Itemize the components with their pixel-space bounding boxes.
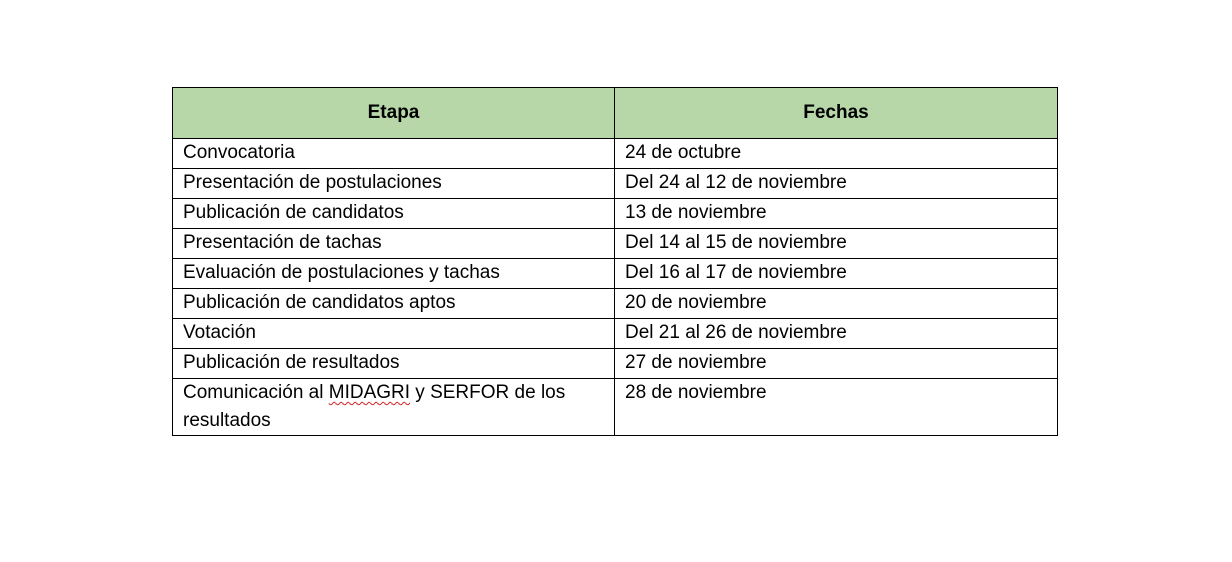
stage-cell bbox=[173, 379, 615, 436]
stage-cell: Presentación de postulaciones bbox=[173, 169, 615, 199]
dates-cell: 13 de noviembre bbox=[615, 199, 1058, 229]
stage-cell: Evaluación de postulaciones y tachas bbox=[173, 259, 615, 289]
header-stage: Etapa bbox=[173, 88, 615, 139]
stage-cell: Publicación de candidatos bbox=[173, 199, 615, 229]
dates-cell: 27 de noviembre bbox=[615, 349, 1058, 379]
table-row bbox=[173, 349, 1058, 379]
dates-cell: 24 de octubre bbox=[615, 139, 1058, 169]
table-header-row bbox=[173, 88, 1058, 139]
stage-text-after: y SERFOR de los resultados bbox=[183, 382, 566, 431]
dates-cell: Del 24 al 12 de noviembre bbox=[615, 169, 1058, 199]
stage-cell: Votación bbox=[173, 319, 615, 349]
table-row bbox=[173, 169, 1058, 199]
header-dates: Fechas bbox=[615, 88, 1058, 139]
stage-cell: Publicación de resultados bbox=[173, 349, 615, 379]
dates-cell: Del 16 al 17 de noviembre bbox=[615, 259, 1058, 289]
table-row bbox=[173, 199, 1058, 229]
table-row bbox=[173, 229, 1058, 259]
schedule-table bbox=[172, 87, 1058, 436]
stage-text-before: Comunicación al bbox=[183, 382, 329, 403]
table-row bbox=[173, 139, 1058, 169]
stage-cell: Publicación de candidatos aptos bbox=[173, 289, 615, 319]
table-row bbox=[173, 289, 1058, 319]
table-row bbox=[173, 259, 1058, 289]
schedule-table-container bbox=[172, 87, 1057, 436]
table-row bbox=[173, 379, 1058, 436]
stage-cell: Presentación de tachas bbox=[173, 229, 615, 259]
dates-cell: Del 21 al 26 de noviembre bbox=[615, 319, 1058, 349]
table-row bbox=[173, 319, 1058, 349]
spellcheck-flagged-word[interactable]: MIDAGRI bbox=[328, 382, 411, 403]
dates-cell: 20 de noviembre bbox=[615, 289, 1058, 319]
dates-cell: 28 de noviembre bbox=[615, 379, 1058, 436]
stage-cell: Convocatoria bbox=[173, 139, 615, 169]
dates-cell: Del 14 al 15 de noviembre bbox=[615, 229, 1058, 259]
